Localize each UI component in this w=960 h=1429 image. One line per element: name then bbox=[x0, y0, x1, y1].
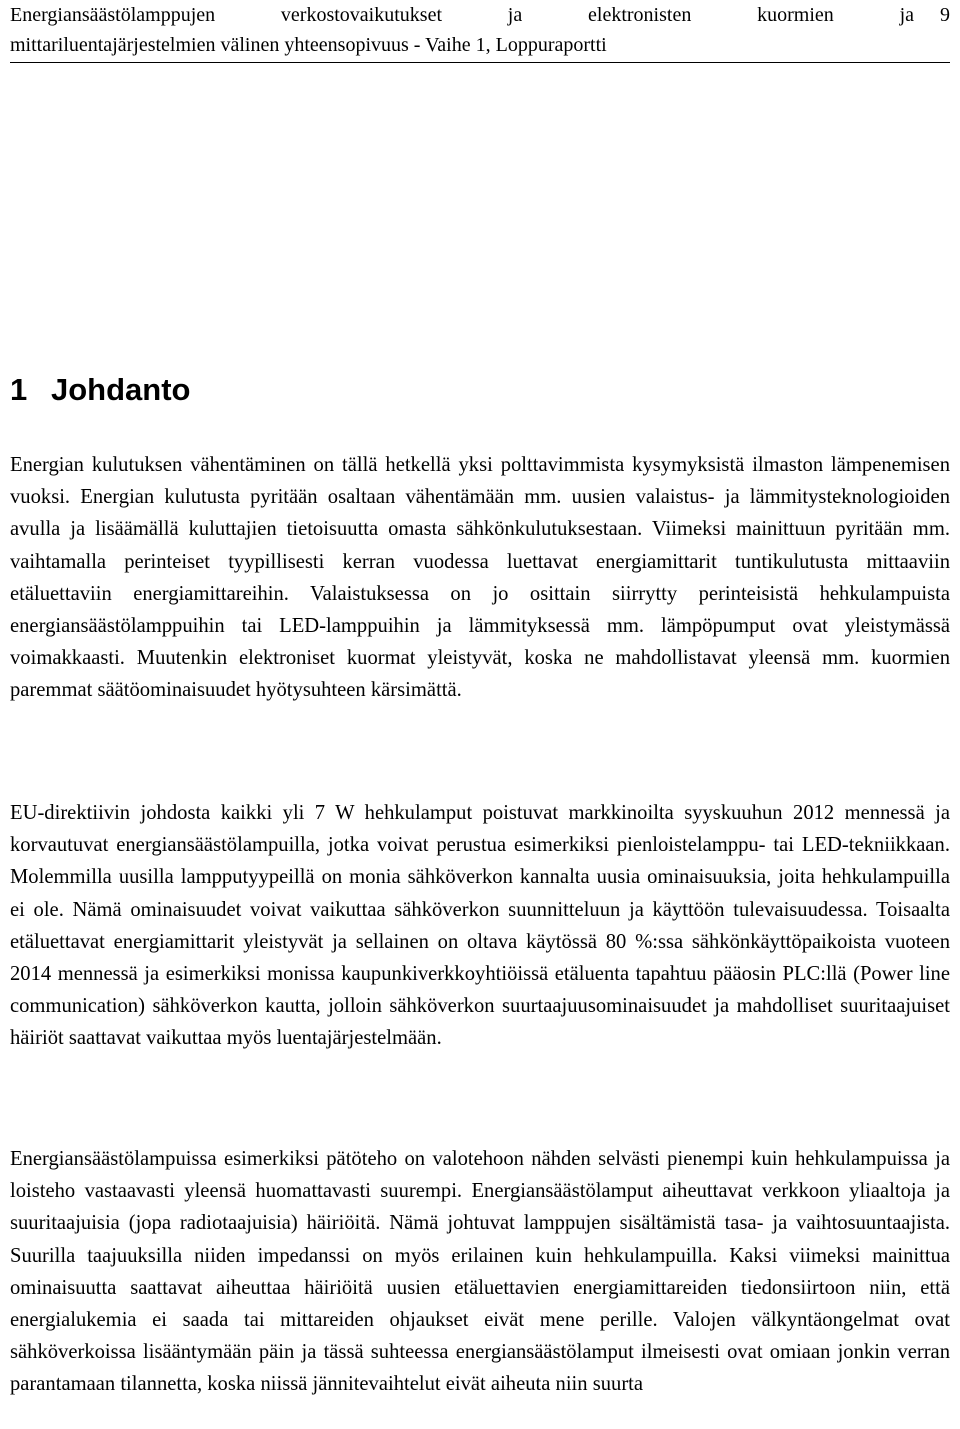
chapter-heading bbox=[10, 370, 191, 410]
chapter-number: 1 bbox=[10, 372, 28, 407]
body-paragraph: Energiansäästölampuissa esimerkiksi pätöteho on valotehoon nähden selvästi pienempi kuin hehkulampuissa ja loisteho vastaavasti yleensä huomattavasti suurempi. Energiansäästölamput aiheuttavat verkkoon yliaaltoja ja suuritaajuisia (jopa radiotaajuisia) häiriöitä. Nämä johtuvat lamppujen sisältämistä tasa- ja vaihtosuuntaajista. Suurilla taajuuksilla niiden impedanssi on myös erilainen kuin hehkulampuilla. Kaksi viimeksi mainittua ominaisuutta saattavat aiheuttaa häiriöitä uusien etäluettavien energiamittareiden tiedonsiirtoon niin, että energialukemia ei saada tai mittareiden ohjaukset eivät mene perille. Valojen välkyntäongelmat ovat sähköverkoissa lisääntymään päin ja tässä suhteessa energiansäästölamput ilmeisesti ovat omiaan jonkin verran parantamaan tilannetta, koska niissä jännitevaihtelut eivät aiheuta niin suurta bbox=[10, 1148, 950, 1396]
header-title-line-2: mittariluentajärjestelmien välinen yhteensopivuus - Vaihe 1, Loppuraportti bbox=[10, 34, 607, 56]
body-paragraph: EU-direktiivin johdosta kaikki yli 7 W hehkulamput poistuvat markkinoilta syyskuuhun 2012 mennessä ja korvautuvat energiansäästölampuilla, jotka voivat perustua esimerkiksi pienloistelamppu- tai LED-tekniikkaan. Molemmilla uusilla lampputyypeillä on monia sähköverkon kannalta uusia ominaisuuksia, joita hehkulampuilla ei ole. Nämä ominaisuudet voivat vaikuttaa sähköverkon suunnitteluun ja käyttöön tulevaisuudessa. Toisaalta etäluettavat energiamittarit yleistyvät ja sellainen on oltava käytössä 80 %:ssa sähkönkäyttöpaikoista vuoteen 2014 mennessä ja esimerkiksi monissa kaupunkiverkkoyhtiöissä etäluenta tapahtuu pääosin PLC:llä (Power line communication) sähköverkon kautta, jolloin sähköverkon suurtaajuusominaisuudet ja mahdolliset suuritaajuiset häiriöt saattavat vaikuttaa myös luentajärjestelmään. bbox=[10, 802, 950, 1050]
page-number: 9 bbox=[940, 4, 950, 26]
chapter-title: Johdanto bbox=[51, 372, 191, 407]
running-header bbox=[10, 0, 950, 63]
body-paragraph: Energian kulutuksen vähentäminen on tällä hetkellä yksi polttavimmista kysymyksistä ilmaston lämpenemisen vuoksi. Energian kulutusta pyritään osaltaan vähentämään mm. uusien valaistus- ja lämmitysteknologioiden avulla ja lisäämällä kuluttajien tietoisuutta omasta sähkönkulutuksestaan. Viimeksi mainittuun pyritään mm. vaihtamalla perinteiset tyypillisesti kerran vuodessa luettavat energiamittarit tuntikulutusta mittaaviin etäluettaviin energiamittareihin. Valaistuksessa on jo osittain siirrytty perinteisistä hehkulampuista energiansäästölamppuihin tai LED-lamppuihin ja lämmityksessä mm. lämpöpumput ovat yleistymässä voimakkaasti. Muutenkin elektroniset kuormat yleistyvät, koska ne mahdollistavat yleensä mm. kuormien paremmat säätöominaisuudet hyötysuhteen kärsimättä. bbox=[10, 454, 950, 702]
header-title-line-1: Energiansäästölamppujen verkostovaikutukset ja elektronisten kuormien ja bbox=[10, 4, 914, 26]
